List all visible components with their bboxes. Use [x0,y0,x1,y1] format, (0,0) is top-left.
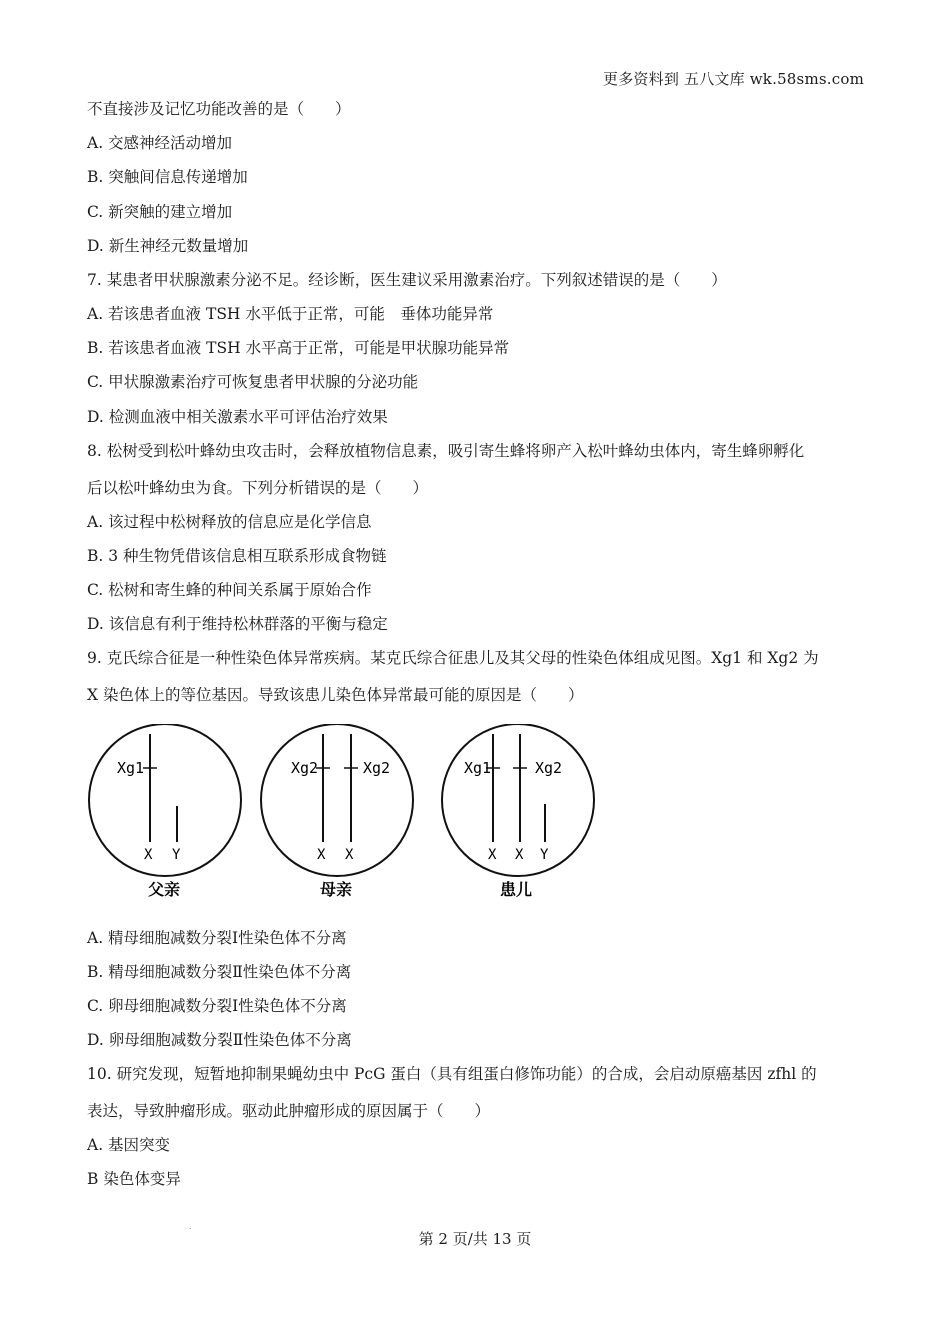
q10-stem-line-2: 表达，导致肿瘤形成。驱动此肿瘤形成的原因属于（ ） [87,1102,491,1120]
q9-stem-line-1: 9. 克氏综合征是一种性染色体异常疾病。某克氏综合征患儿及其父母的性染色体组成见图。Xg1 和 Xg2 为 [87,649,819,667]
mother-caption: 母亲 [320,880,353,899]
stray-dot: . [189,1222,192,1231]
patient-x1-label: X [488,847,497,863]
page-indicator: 第 2 页/共 13 页 [418,1230,532,1248]
q6-option-d: D. 新生神经元数量增加 [87,237,249,255]
q7-option-d: D. 检测血液中相关激素水平可评估治疗效果 [87,408,388,426]
mother-gene-label-2: Xg2 [363,759,391,777]
father-y-label: Y [172,847,181,863]
q8-stem-line-2: 后以松叶蜂幼虫为食。下列分析错误的是（ ） [87,479,429,497]
q7-stem: 7. 某患者甲状腺激素分泌不足。经诊断，医生建议采用激素治疗。下列叙述错误的是（ ） [87,271,727,289]
q8-stem-line-1: 8. 松树受到松叶蜂幼虫攻击时，会释放植物信息素，吸引寄生蜂将卵产入松叶蜂幼虫体内，寄生蜂卵孵化 [87,442,805,460]
q10-option-b: B 染色体变异 [87,1170,181,1188]
father-cell [89,724,241,899]
q9-option-a: A. 精母细胞减数分裂Ⅰ性染色体不分离 [87,929,347,947]
q7-option-c: C. 甲状腺激素治疗可恢复患者甲状腺的分泌功能 [87,373,419,391]
father-caption: 父亲 [148,880,181,899]
patient-y-label: Y [540,847,549,863]
source-note: 更多资料到 五八文库 wk.58sms.com [603,70,864,88]
patient-caption: 患儿 [500,880,533,899]
q6-option-c: C. 新突触的建立增加 [87,203,233,221]
q7-option-a: A. 若该患者血液 TSH 水平低于正常，可能 垂体功能异常 [87,305,494,323]
q9-option-c: C. 卵母细胞减数分裂Ⅰ性染色体不分离 [87,997,347,1015]
mother-cell [261,724,413,899]
q6-option-a: A. 交感神经活动增加 [87,134,233,152]
q8-option-d: D. 该信息有利于维持松林群落的平衡与稳定 [87,615,388,633]
patient-cell [442,724,594,899]
q10-stem-line-1: 10. 研究发现，短暂地抑制果蝇幼虫中 PcG 蛋白（具有组蛋白修饰功能）的合成，会启动原癌基因 zfhl 的 [87,1065,817,1083]
q7-option-b: B. 若该患者血液 TSH 水平高于正常，可能是甲状腺功能异常 [87,339,510,357]
mother-cell-circle [261,724,413,876]
q8-option-c: C. 松树和寄生蜂的种间关系属于原始合作 [87,581,372,599]
q9-stem-line-2: X 染色体上的等位基因。导致该患儿染色体异常最可能的原因是（ ） [87,686,584,704]
patient-gene-label-2: Xg2 [535,759,563,777]
father-gene-label: Xg1 [117,759,145,777]
mother-x2-label: X [345,847,354,863]
father-x-label: X [144,847,153,863]
mother-x1-label: X [317,847,326,863]
q8-option-b: B. 3 种生物凭借该信息相互联系形成食物链 [87,547,387,565]
chromosome-diagram [87,724,607,904]
chromosome-figure [87,724,607,904]
mother-gene-label-1: Xg2 [291,759,319,777]
q9-option-b: B. 精母细胞减数分裂Ⅱ性染色体不分离 [87,963,352,981]
q10-option-a: A. 基因突变 [87,1136,171,1154]
patient-gene-label-1: Xg1 [464,759,492,777]
father-cell-circle [89,724,241,876]
q9-option-d: D. 卵母细胞减数分裂Ⅱ性染色体不分离 [87,1031,352,1049]
patient-x2-label: X [515,847,524,863]
q8-option-a: A. 该过程中松树释放的信息应是化学信息 [87,513,372,531]
q6-option-b: B. 突触间信息传递增加 [87,168,248,186]
q6-stem-tail: 不直接涉及记忆功能改善的是（ ） [87,100,351,118]
